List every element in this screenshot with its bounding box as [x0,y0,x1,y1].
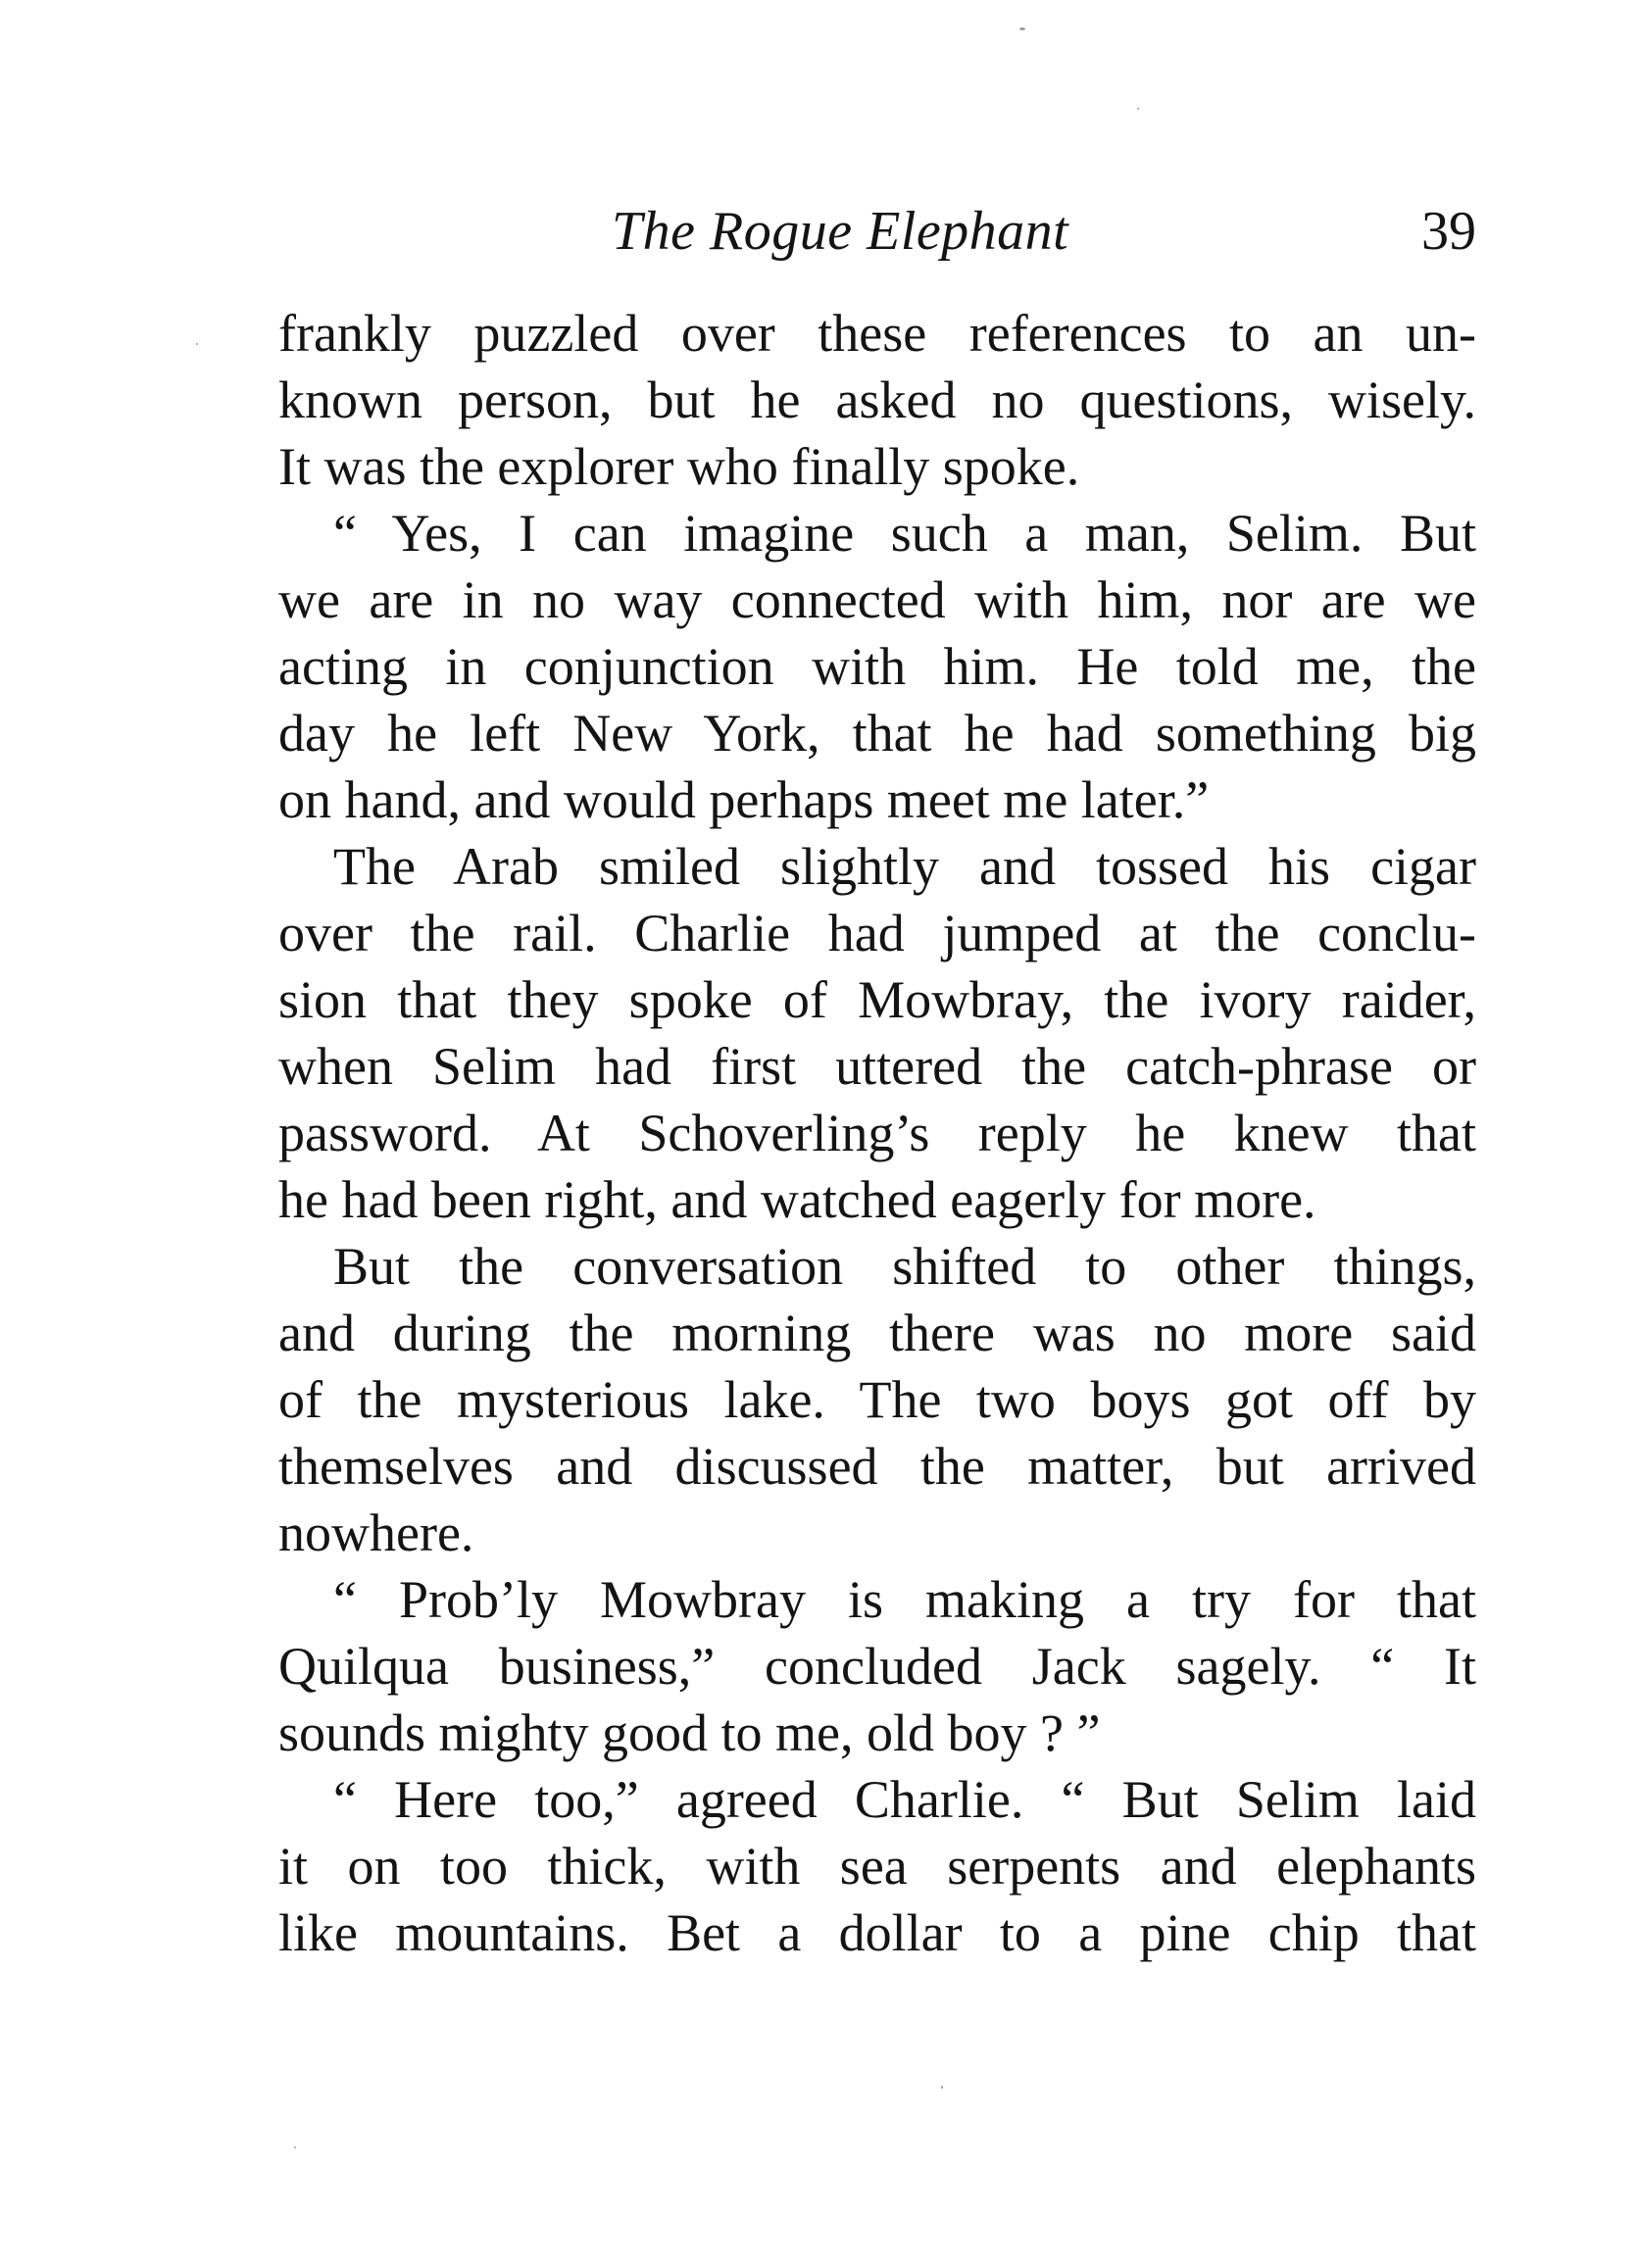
text-line: like mountains. Bet a dollar to a pine chip that [278,1903,1476,1962]
text-line: over the rail. Charlie had jumped at the conclu- [278,904,1476,962]
text-line: Quilqua business,” concluded Jack sagely. “ It [278,1637,1476,1696]
scan-speck [196,343,198,345]
text-line: “ Prob’ly Mowbray is making a try for that [333,1570,1476,1629]
page-header [278,192,1476,271]
text-line: and during the morning there was no more said [278,1304,1476,1362]
text-line: frankly puzzled over these references to an un- [278,304,1476,363]
text-line: acting in conjunction with him. He told me, the [278,637,1476,696]
text-line: “ Here too,” agreed Charlie. “ But Selim laid [333,1770,1476,1829]
text-line: he had been right, and watched eagerly for more. [278,1170,1316,1229]
running-title: The Rogue Elephant [612,201,1069,262]
text-line: password. At Schoverling’s reply he knew that [278,1104,1476,1162]
scan-speck [941,2086,943,2089]
text-line: But the conversation shifted to other things, [333,1237,1476,1296]
scan-speck [1019,27,1025,30]
text-line: nowhere. [278,1504,474,1562]
text-line: The Arab smiled slightly and tossed his cigar [333,837,1476,896]
text-line: day he left New York, that he had something big [278,704,1476,763]
text-line: of the mysterious lake. The two boys got off by [278,1370,1476,1429]
scan-speck [294,2146,296,2148]
text-line: themselves and discussed the matter, but arrived [278,1437,1476,1496]
body-text [278,300,1476,1966]
text-line: it on too thick, with sea serpents and elephants [278,1837,1476,1896]
text-line: It was the explorer who finally spoke. [278,437,1080,496]
text-line: sion that they spoke of Mowbray, the ivory raider, [278,970,1476,1029]
text-line: when Selim had first uttered the catch-phrase or [278,1037,1476,1096]
text-line: on hand, and would perhaps meet me later.” [278,770,1210,829]
text-line: sounds mighty good to me, old boy ? ” [278,1703,1101,1762]
page-number: 39 [1421,201,1476,262]
text-line: known person, but he asked no questions, wisely. [278,370,1476,429]
text-line: “ Yes, I can imagine such a man, Selim. But [333,504,1476,563]
text-line: we are in no way connected with him, nor are we [278,570,1476,629]
scan-speck [1137,108,1139,110]
